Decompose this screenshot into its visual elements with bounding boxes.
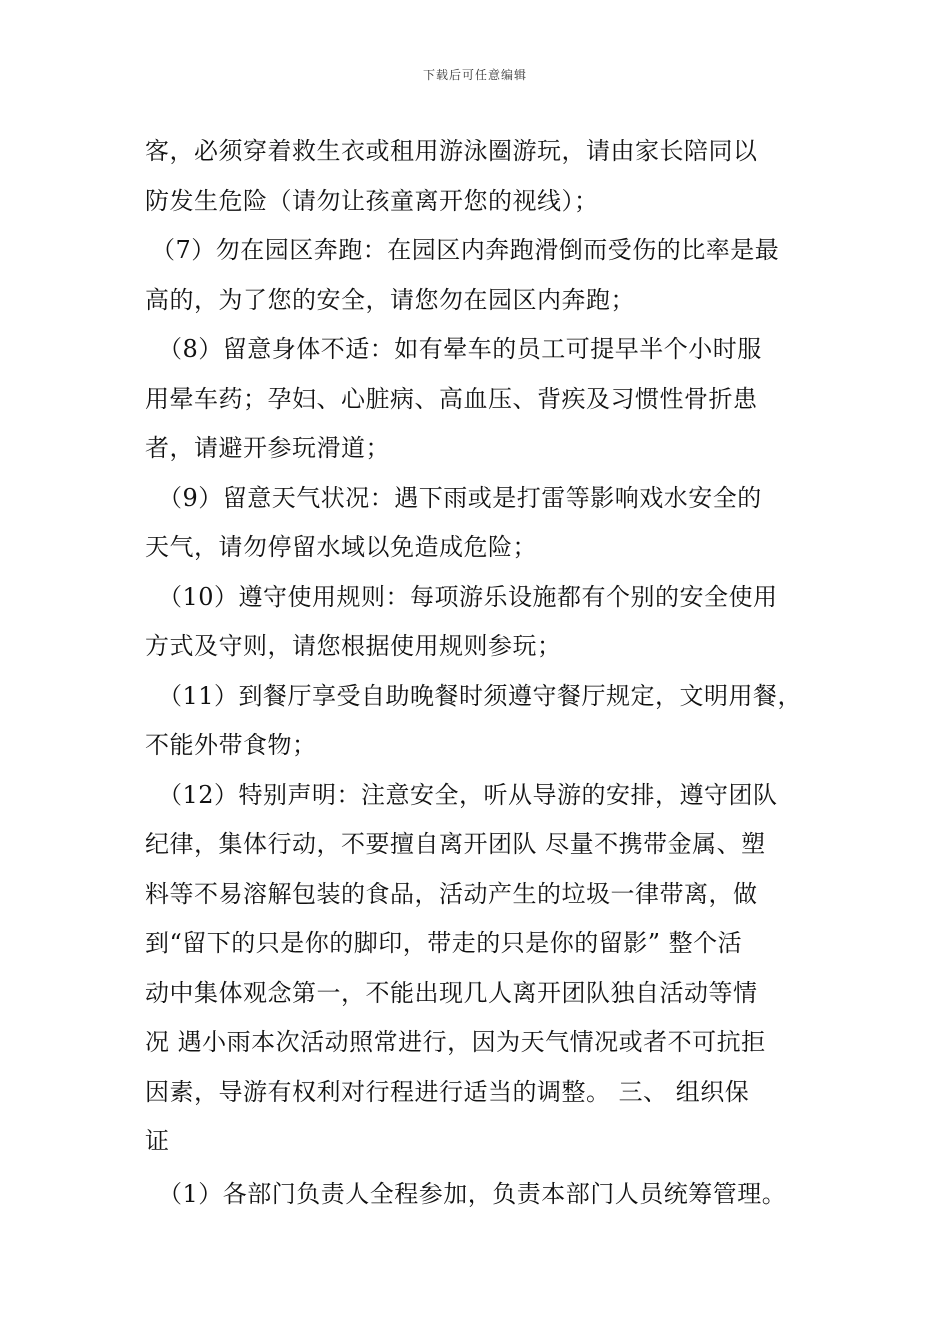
document-body xyxy=(145,127,835,1219)
text-line: 证 xyxy=(145,1127,170,1155)
text-line: 动中集体观念第一，不能出现几人离开团队独自活动等情 xyxy=(145,978,758,1007)
text-line: （9）留意天气状况：遇下雨或是打雷等影响戏水安全的 xyxy=(158,483,762,512)
text-line: 料等不易溶解包装的食品，活动产生的垃圾一律带离，做 xyxy=(145,879,758,908)
text-line: 者，请避开参玩滑道； xyxy=(145,434,390,462)
text-line: 因素，导游有权利对行程进行适当的调整。 三、 组织保 xyxy=(145,1077,750,1106)
text-line: 纪律，集体行动，不要擅自离开团队 尽量不携带金属、塑 xyxy=(145,830,766,858)
text-line: （10）遵守使用规则：每项游乐设施都有个别的安全使用 xyxy=(158,582,778,611)
text-line: 不能外带食物； xyxy=(145,731,317,759)
text-line: 方式及守则，请您根据使用规则参玩； xyxy=(145,632,562,660)
text-line: 天气，请勿停留水域以免造成危险； xyxy=(145,533,537,561)
text-line: （7）勿在园区奔跑：在园区内奔跑滑倒而受伤的比率是最 xyxy=(151,236,780,264)
text-line: 高的，为了您的安全，请您勿在园区内奔跑； xyxy=(145,285,635,314)
page-header: 下载后可任意编辑 xyxy=(422,68,527,82)
text-line: （8）留意身体不适：如有晕车的员工可提早半个小时服 xyxy=(158,335,762,363)
text-line: （1）各部门负责人全程参加，负责本部门人员统筹管理。 xyxy=(158,1179,787,1208)
text-line: （11）到餐厅享受自助晚餐时须遵守餐厅规定，文明用餐， xyxy=(158,681,803,710)
text-line: （12）特别声明：注意安全，听从导游的安排，遵守团队 xyxy=(158,780,778,809)
text-line: 到“留下的只是你的脚印，带走的只是你的留影” 整个活 xyxy=(145,929,743,957)
text-line: 防发生危险（请勿让孩童离开您的视线）； xyxy=(145,186,599,215)
text-line: 况 遇小雨本次活动照常进行，因为天气情况或者不可抗拒 xyxy=(145,1028,766,1056)
text-line: 客，必须穿着救生衣或租用游泳圈游玩，请由家长陪同以 xyxy=(145,137,758,165)
text-line: 用晕车药；孕妇、心脏病、高血压、背疾及习惯性骨折患 xyxy=(145,384,758,413)
